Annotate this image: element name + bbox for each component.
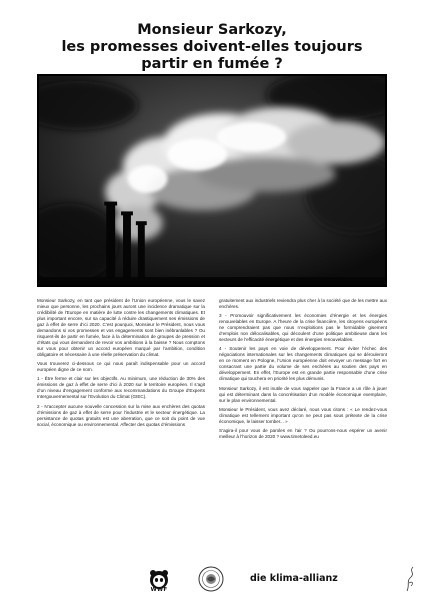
smokestacks-photo: [37, 74, 387, 287]
paragraph: 1 - Être ferme et clair sur les objectifs. Au minimum, une réduction de 30% des émissions de gaz à effet de serre d’ici à 2020 sur le territoire européen. Il s’agit d’un niveau d’engagement conforme aux recommandations du Groupe d’Experts Intergouvernemental sur l’Evolution du Climat (GIEC).: [37, 376, 205, 400]
klima-allianz-logo: die klima-allianz: [250, 573, 338, 584]
article-body: [37, 298, 387, 560]
headline-line-2: les promesses doivent-elles toujours: [61, 39, 363, 55]
paragraph: gratuitement aux industriels reviendra plus cher à la société que de les mettre aux enchères.: [219, 298, 387, 309]
paragraph: 2 - N’accepter aucune nouvelle concession sur la mise aux enchères des quotas d’émissions de gaz à effet de serre pour l’industrie et le secteur énergétique. La persistance de quotas gratuits est une aberration, que ce soit du point de vue social, économique ou environnemental. Affecter des quotas d’émissions: [37, 403, 205, 427]
paragraph: Monsieur Sarkozy, en tant que président de l’Union européenne, vous le savez mieux que personne, les prochains jours auront une incidence dramatique sur la crédibilité de l’Europe en matière de lutte contre les changements climatiques. Et plus important encore, sur sa capacité à réduire drastiquement ses émissions de gaz à effet de serre d’ici 2020. C’est pourquoi, Monsieur le Président, nous vous demandons si vos promesses et vos engagements sont bien inébranlables ? Ou risquent-ils de partir en fumée, face à la détermination de groupes de pression et d’états qui vous demandent de revoir vos ambitions à la baisse ? Nous comptons sur vous pour obtenir un accord européen marqué par l’ambition, condition obligatoire et nécessaire à une réelle préservation du climat.: [37, 298, 205, 357]
sponsor-logos: [140, 566, 390, 596]
article-left-column: [37, 298, 205, 431]
paragraph: Vous trouverez ci-dessous ce qui nous paraît indispensable pour un accord européen digne de ce nom.: [37, 361, 205, 373]
paragraph: Monsieur Sarkozy, il est inutile de vous rappeler que la France a un rôle à jouer qui est déterminant dans la concrétisation d’un modèle économique exemplaire, sur le plan environnemental.: [219, 385, 387, 403]
headline: [40, 22, 384, 73]
headline-line-1: Monsieur Sarkozy,: [137, 22, 287, 38]
paragraph: Monsieur le Président, vous avez déclaré, nous vous citons : « Le rendez-vous climatique est tellement important qu’on ne peut pas sous prétexte de la crise économique, le laisser tomber... »: [219, 406, 387, 424]
handwritten-signature: [404, 563, 418, 593]
paragraph: 4 - Soutenir les pays en voie de développement. Pour éviter l’échec des négociations internationales sur les changements climatiques qui se dérouleront en ce moment en Pologne, l’Union européenne doit envoyer un message fort en consacrant une partie du volume de ses enchères au soutien des pays en développement. En effet, l’Europe est en grande partie responsable d’une crise climatique qui touchera en priorité les plus démunis.: [219, 346, 387, 382]
smokestacks-illustration: [39, 76, 385, 285]
circular-seal-logo: [198, 566, 224, 592]
paragraph: S’agira-il pour vous de paroles en l’air ? Ou pourrons-nous espérer un avenir meilleur à l’horizon de 2020 ? www.timetoleed.eu: [219, 427, 387, 439]
wwf-logo-text: WWF: [150, 587, 168, 593]
headline-line-3: partir en fumée ?: [141, 56, 283, 72]
article-right-column: [219, 298, 387, 443]
paragraph: 3 - Promouvoir significativement les économies d’énergie et les énergies renouvelables en Europe. A l’heure de la crise financière, les citoyens européens ne comprendraient pas que nous n’exploitions pas le formidable gisement d’emplois non délocalisables, qui découlent d’une politique ambitieuse dans les secteurs de l’efficacité énergétique et des énergies renouvelables.: [219, 313, 387, 343]
